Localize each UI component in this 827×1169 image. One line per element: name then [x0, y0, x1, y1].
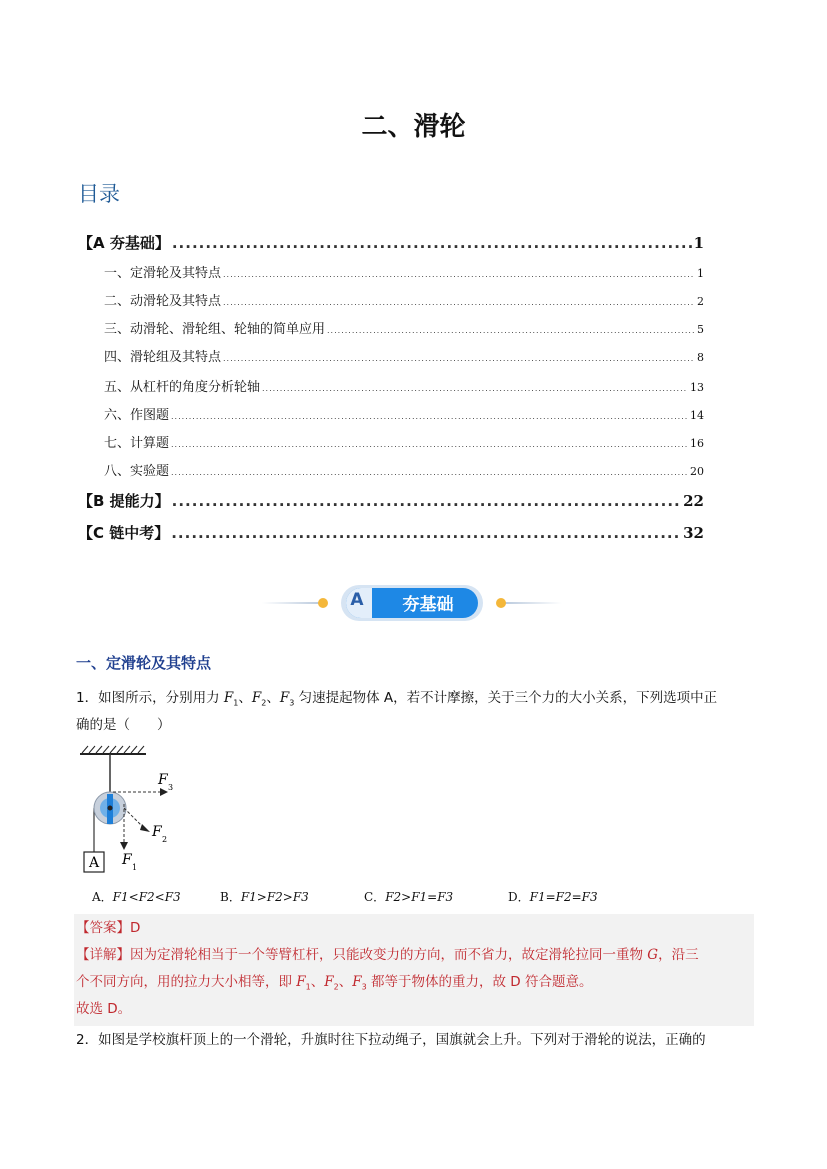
toc-item-page: 16: [690, 437, 704, 450]
toc-item-page: 22: [683, 492, 704, 510]
pulley-figure: [78, 744, 188, 874]
q1-f1: F: [223, 690, 234, 706]
toc-item-label: 五、从杠杆的角度分析轮轴: [104, 380, 261, 395]
toc-leader-dots: [223, 298, 695, 307]
q1-f1-sub: 1: [233, 698, 239, 708]
toc-item[interactable]: [78, 522, 704, 543]
toc-leader-dots: [172, 492, 681, 510]
detail-label: 【详解】: [76, 947, 130, 963]
question-2-line-1: 2．如图是学校旗杆顶上的一个滑轮，升旗时往下拉动绳子，国旗就会上升。下列对于滑轮的说法，正确的: [76, 1032, 706, 1048]
toc-item-page: 13: [690, 381, 704, 394]
detail-text-2b: 都等于物体的重力，故 D 符合题意。: [366, 974, 593, 990]
toc-item[interactable]: [104, 404, 704, 423]
q1-f3: F: [279, 690, 290, 706]
toc-leader-dots: [171, 412, 688, 421]
detail-sep1: 、: [310, 974, 325, 990]
detail-text-1: 因为定滑轮相当于一个等臂杠杆，只能改变力的方向，而不省力，故定滑轮拉同一重物: [130, 947, 648, 963]
toc-leader-dots: [172, 234, 692, 252]
fig-f3-sub: 3: [168, 783, 174, 792]
toc-item-label: 【B 提能力】: [78, 492, 170, 510]
toc-item-page: 20: [690, 465, 704, 478]
detail-g: G: [647, 947, 659, 963]
toc-item-page: 5: [697, 323, 704, 336]
answer-options: [92, 888, 712, 910]
block-label: A: [88, 855, 100, 871]
toc-item-page: 2: [697, 295, 704, 308]
section-banner: [262, 582, 562, 624]
toc-leader-dots: [171, 524, 681, 542]
toc-leader-dots: [223, 354, 695, 363]
option-d: [508, 888, 598, 905]
detail-f2-sub: 2: [333, 982, 339, 992]
detail-f1: F: [296, 974, 306, 990]
fig-f3: F: [158, 772, 168, 788]
option-d-text: F1=F2=F3: [529, 890, 598, 904]
toc-item-page: 1: [693, 234, 704, 252]
detail-f3-sub: 3: [361, 982, 367, 992]
toc-item[interactable]: [104, 290, 704, 309]
option-a-letter: A．: [92, 890, 113, 904]
detail-sep2: 、: [338, 974, 353, 990]
toc-item-page: 14: [690, 409, 704, 422]
question-1-line-2: 确的是（ ）: [76, 717, 171, 733]
fig-f2: F: [152, 824, 162, 840]
option-a-text: F1<F2<F3: [112, 890, 181, 904]
toc-leader-dots: [327, 326, 695, 335]
toc-item-label: 一、定滑轮及其特点: [104, 266, 222, 281]
q1-prefix: 1．如图所示，分别用力: [76, 690, 224, 706]
toc-item[interactable]: [104, 318, 704, 337]
option-b-letter: B．: [220, 890, 241, 904]
q1-f2: F: [251, 690, 262, 706]
toc-item-page: 1: [697, 267, 704, 280]
fig-f1-sub: 1: [132, 863, 138, 872]
toc-leader-dots: [223, 270, 695, 279]
detail-line-1: [76, 942, 752, 968]
banner-text: 夯基础: [402, 595, 454, 615]
toc-item-page: 32: [683, 524, 704, 542]
option-c-text: F2>F1=F3: [385, 890, 454, 904]
toc-item-label: 二、动滑轮及其特点: [104, 294, 222, 309]
page-title: 二、滑轮: [361, 112, 466, 142]
section-title: 一、定滑轮及其特点: [76, 654, 212, 672]
toc-item[interactable]: [78, 490, 704, 511]
toc-item[interactable]: [104, 432, 704, 451]
option-c-letter: C．: [364, 890, 386, 904]
toc-item[interactable]: [104, 262, 704, 281]
toc-item-label: 七、计算题: [104, 436, 170, 451]
option-b: [220, 888, 309, 905]
detail-f2: F: [324, 974, 334, 990]
q1-f2-sub: 2: [261, 698, 267, 708]
answer-line: [76, 915, 752, 941]
toc-item[interactable]: [104, 460, 704, 479]
option-d-letter: D．: [508, 890, 530, 904]
q1-sep2: 、: [266, 690, 280, 706]
toc-item[interactable]: [104, 376, 704, 395]
conclusion-line: 故选 D。: [76, 1001, 132, 1017]
detail-f3: F: [352, 974, 362, 990]
toc-item-page: 8: [697, 351, 704, 364]
toc-leader-dots: [171, 440, 688, 449]
banner-letter: A: [350, 590, 364, 610]
pulley-diagram: [78, 744, 188, 874]
toc-heading: 目录: [78, 182, 120, 206]
toc-item-label: 六、作图题: [104, 408, 170, 423]
option-a: [92, 888, 181, 905]
fig-f1: F: [122, 852, 132, 868]
option-b-text: F1>F2>F3: [240, 890, 309, 904]
toc-item-label: 【C 链中考】: [78, 524, 170, 542]
answer-value: D: [130, 920, 141, 936]
detail-text-2a: 个不同方向，用的拉力大小相等，即: [76, 974, 297, 990]
toc-item[interactable]: [78, 232, 704, 253]
fig-f2-sub: 2: [162, 835, 168, 844]
option-c: [364, 888, 453, 905]
q1-sep1: 、: [238, 690, 252, 706]
toc-item-label: 八、实验题: [104, 464, 170, 479]
toc-leader-dots: [171, 468, 688, 477]
q1-f3-sub: 3: [289, 698, 295, 708]
detail-text-1-end: ，沿三: [658, 947, 699, 963]
toc-leader-dots: [262, 384, 688, 393]
detail-f1-sub: 1: [305, 982, 311, 992]
toc-item-label: 【A 夯基础】: [78, 234, 170, 252]
toc-item-label: 四、滑轮组及其特点: [104, 350, 222, 365]
toc-item[interactable]: [104, 346, 704, 365]
q1-rest: 匀速提起物体 A，若不计摩擦，关于三个力的大小关系，下列选项中正: [294, 690, 718, 706]
toc-item-label: 三、动滑轮、滑轮组、轮轴的简单应用: [104, 322, 326, 337]
answer-label: 【答案】: [76, 920, 130, 936]
